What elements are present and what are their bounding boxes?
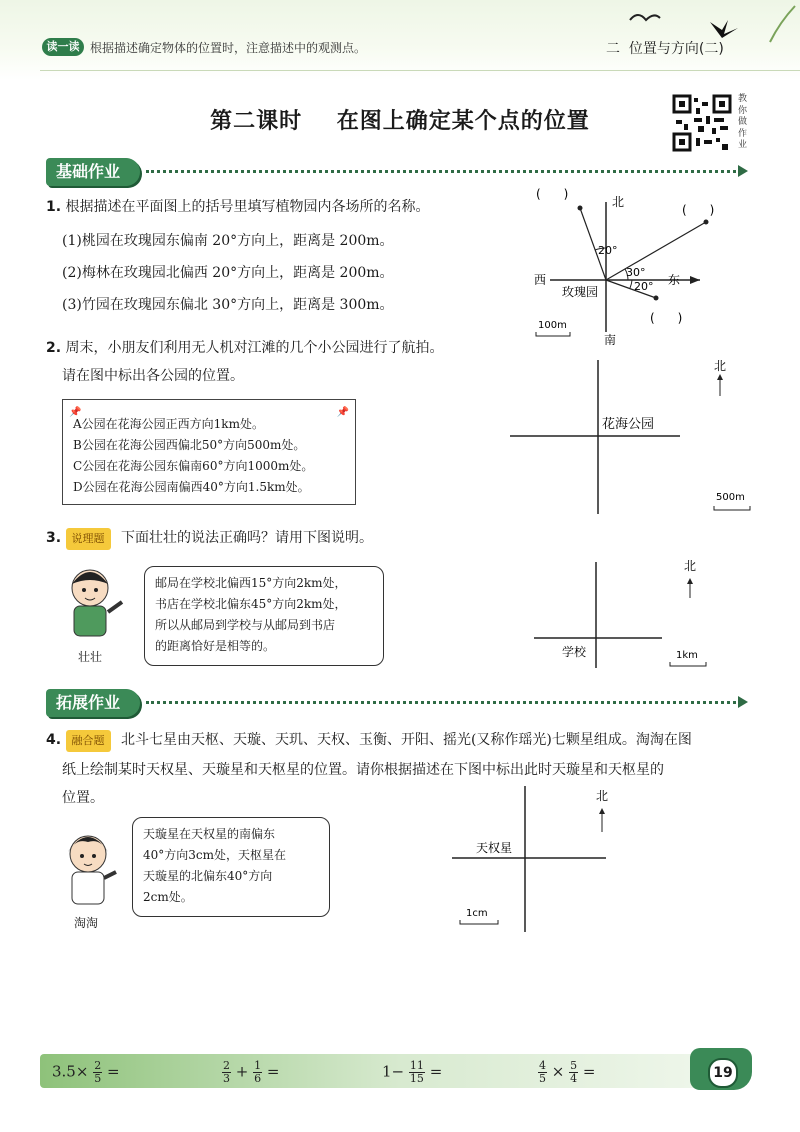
scale-bar	[460, 920, 498, 924]
label-north: 北	[714, 359, 727, 373]
boy-name: 壮壮	[78, 650, 103, 664]
calc-4	[538, 1060, 596, 1085]
denominator: 5	[94, 1072, 102, 1085]
q4-number: 4.	[46, 732, 62, 748]
swallow-icon	[710, 20, 738, 38]
numerator: 2	[94, 1059, 102, 1072]
bubble-line-2: 书店在学校北偏东45°方向2km处，	[155, 597, 347, 611]
calc-3-part: 1−	[382, 1062, 405, 1081]
denominator: 6	[254, 1072, 262, 1085]
q4-stem	[46, 730, 766, 752]
east-arrow-icon	[690, 276, 700, 284]
section-divider	[146, 701, 736, 704]
calc-1	[52, 1060, 120, 1085]
bird-icon	[630, 15, 660, 20]
pin-icon: 📌	[69, 407, 82, 418]
q2-text-1: 周末，小朋友们利用无人机对江滩的几个小公园进行了航拍。	[65, 340, 444, 356]
unit-title: 二 位置与方向(二)	[606, 41, 724, 57]
calc-1-equals: =	[107, 1062, 120, 1081]
label-angle-e1: 30°	[626, 266, 646, 279]
label-north: 北	[596, 789, 609, 803]
note-line-d: D公园在花海公园南偏西40°方向1.5km处。	[73, 480, 310, 494]
calc-1-part: 3.5×	[52, 1062, 89, 1081]
q4-text-3: 位置。	[62, 790, 104, 806]
read-tag: 读一读	[42, 38, 84, 56]
calc-4-fraction-1	[538, 1060, 547, 1085]
denominator: 5	[539, 1072, 546, 1085]
scale-bar	[714, 506, 750, 510]
header-tip: 根据描述确定物体的位置时，注意描述中的观测点。	[90, 41, 367, 55]
numerator: 11	[409, 1059, 424, 1072]
q1-stem	[46, 197, 430, 217]
bubble-line-3: 天璇星的北偏东40°方向	[143, 869, 273, 883]
calc-2-equals: =	[266, 1062, 280, 1081]
label-center: 花海公园	[602, 417, 655, 432]
arrow-right-icon	[738, 696, 748, 708]
q2-note-card	[62, 399, 356, 505]
calc-3	[382, 1060, 442, 1085]
numerator: 2	[223, 1059, 230, 1072]
label-center: 天权星	[476, 841, 513, 855]
denominator: 3	[223, 1072, 230, 1085]
note-line-a: A公园在花海公园正西方向1km处。	[73, 417, 264, 431]
q4-speech-bubble	[132, 817, 330, 917]
scale-bar	[536, 332, 570, 336]
qr-code-icon[interactable]	[672, 94, 732, 152]
scale-label: 1km	[676, 650, 698, 661]
note-line-c: C公园在花海公园东偏南60°方向1000m处。	[73, 459, 314, 473]
pin-icon: 📌	[336, 407, 349, 418]
q2-stem	[46, 338, 444, 358]
scale-bar	[670, 662, 706, 666]
label-north: 北	[684, 559, 697, 573]
point-peach	[654, 296, 659, 301]
calc-2-operator: +	[235, 1062, 249, 1081]
q3-text: 下面壮壮的说法正确吗？请用下图说明。	[120, 530, 373, 546]
q4-map-canvas[interactable]	[440, 780, 660, 940]
calc-2-fraction-1	[222, 1060, 231, 1085]
calc-2	[222, 1060, 280, 1085]
footer-bar	[40, 1054, 700, 1088]
q2-number: 2.	[46, 340, 62, 356]
label-angle-n: 20°	[598, 244, 618, 257]
q4-tag: 融合题	[66, 730, 111, 752]
bubble-line-2: 40°方向3cm处，天枢星在	[143, 848, 287, 862]
scale-label: 500m	[716, 492, 745, 503]
calc-4-operator: ×	[551, 1062, 565, 1081]
label-south: 南	[604, 333, 617, 347]
q3-number: 3.	[46, 530, 62, 546]
north-arrowhead	[687, 578, 693, 584]
calc-3-equals: =	[429, 1062, 443, 1081]
page-title: 第二课时 在图上确定某个点的位置	[210, 109, 590, 134]
calc-4-equals: =	[582, 1062, 596, 1081]
calc-2-fraction-2	[253, 1060, 262, 1085]
note-line-b: B公园在花海公园西偏北50°方向500m处。	[73, 438, 306, 452]
label-center: 学校	[562, 645, 587, 659]
q2-text-2: 请在图中标出各公园的位置。	[62, 368, 244, 384]
bubble-line-4: 的距离恰好是相等的。	[155, 639, 276, 653]
angle-arc-e2	[630, 280, 632, 288]
header-divider	[40, 70, 800, 71]
north-arrowhead	[599, 808, 605, 814]
willow-icon	[770, 6, 795, 42]
arrow-right-icon	[738, 165, 748, 177]
numerator: 1	[254, 1059, 262, 1072]
q1-compass-diagram	[520, 184, 760, 350]
calc-1-fraction	[93, 1060, 102, 1085]
q1-item-1: (1)桃园在玫瑰园东偏南 20°方向上，距离是 200m。	[62, 233, 394, 249]
numerator: 5	[570, 1059, 578, 1072]
section-basic-homework: 基础作业	[46, 158, 140, 186]
blank-plum[interactable]: ( )	[536, 187, 569, 201]
denominator: 15	[409, 1072, 424, 1085]
boy-taotao-avatar	[56, 826, 128, 912]
scale-label: 100m	[538, 320, 567, 331]
label-angle-e2: 20°	[634, 280, 654, 293]
label-north: 北	[612, 195, 625, 209]
blank-bamboo[interactable]: ( )	[682, 203, 715, 217]
label-west: 西	[534, 273, 547, 287]
qr-caption: 教你做作业	[738, 94, 748, 150]
q3-speech-bubble	[144, 566, 384, 666]
q3-tag: 说理题	[66, 528, 111, 550]
north-arrowhead	[717, 374, 723, 380]
q1-number: 1.	[46, 199, 62, 215]
q3-map-canvas[interactable]	[520, 556, 720, 672]
point-plum	[578, 206, 583, 211]
label-center: 玫瑰园	[562, 285, 599, 299]
section-extended-homework: 拓展作业	[46, 689, 140, 717]
calc-4-fraction-2	[569, 1060, 578, 1085]
q1-item-3: (3)竹园在玫瑰园东偏北 30°方向上，距离是 300m。	[62, 297, 394, 313]
scale-label: 1cm	[466, 908, 488, 919]
q2-map-canvas[interactable]	[500, 350, 770, 520]
calc-3-fraction	[409, 1060, 425, 1085]
blank-peach[interactable]: ( )	[650, 311, 683, 325]
q1-text: 根据描述在平面图上的括号里填写植物园内各场所的名称。	[65, 199, 430, 215]
q3-stem	[46, 528, 373, 550]
q1-item-2: (2)梅林在玫瑰园北偏西 20°方向上，距离是 200m。	[62, 265, 394, 281]
bubble-line-4: 2cm处。	[143, 890, 193, 904]
point-bamboo	[704, 220, 709, 225]
q4-text-2: 纸上绘制某时天权星、天璇星和天枢星的位置。请你根据描述在下图中标出此时天璇星和天枢星的	[62, 762, 664, 778]
section-divider	[146, 170, 736, 173]
boy-zhuangzhuang-avatar	[60, 562, 130, 644]
q4-text-1: 北斗七星由天枢、天璇、天玑、天权、玉衡、开阳、摇光(又称作瑶光)七颗星组成。淘淘在图	[120, 732, 692, 748]
bubble-line-1: 邮局在学校北偏西15°方向2km处，	[155, 576, 347, 590]
ray-bamboo	[606, 222, 706, 280]
bubble-line-3: 所以从邮局到学校与从邮局到书店	[155, 618, 336, 632]
boy-name: 淘淘	[74, 916, 99, 930]
numerator: 4	[539, 1059, 546, 1072]
label-east: 东	[668, 273, 681, 287]
page-number: 19	[708, 1058, 738, 1088]
bubble-line-1: 天璇星在天权星的南偏东	[143, 827, 276, 841]
denominator: 4	[570, 1072, 578, 1085]
